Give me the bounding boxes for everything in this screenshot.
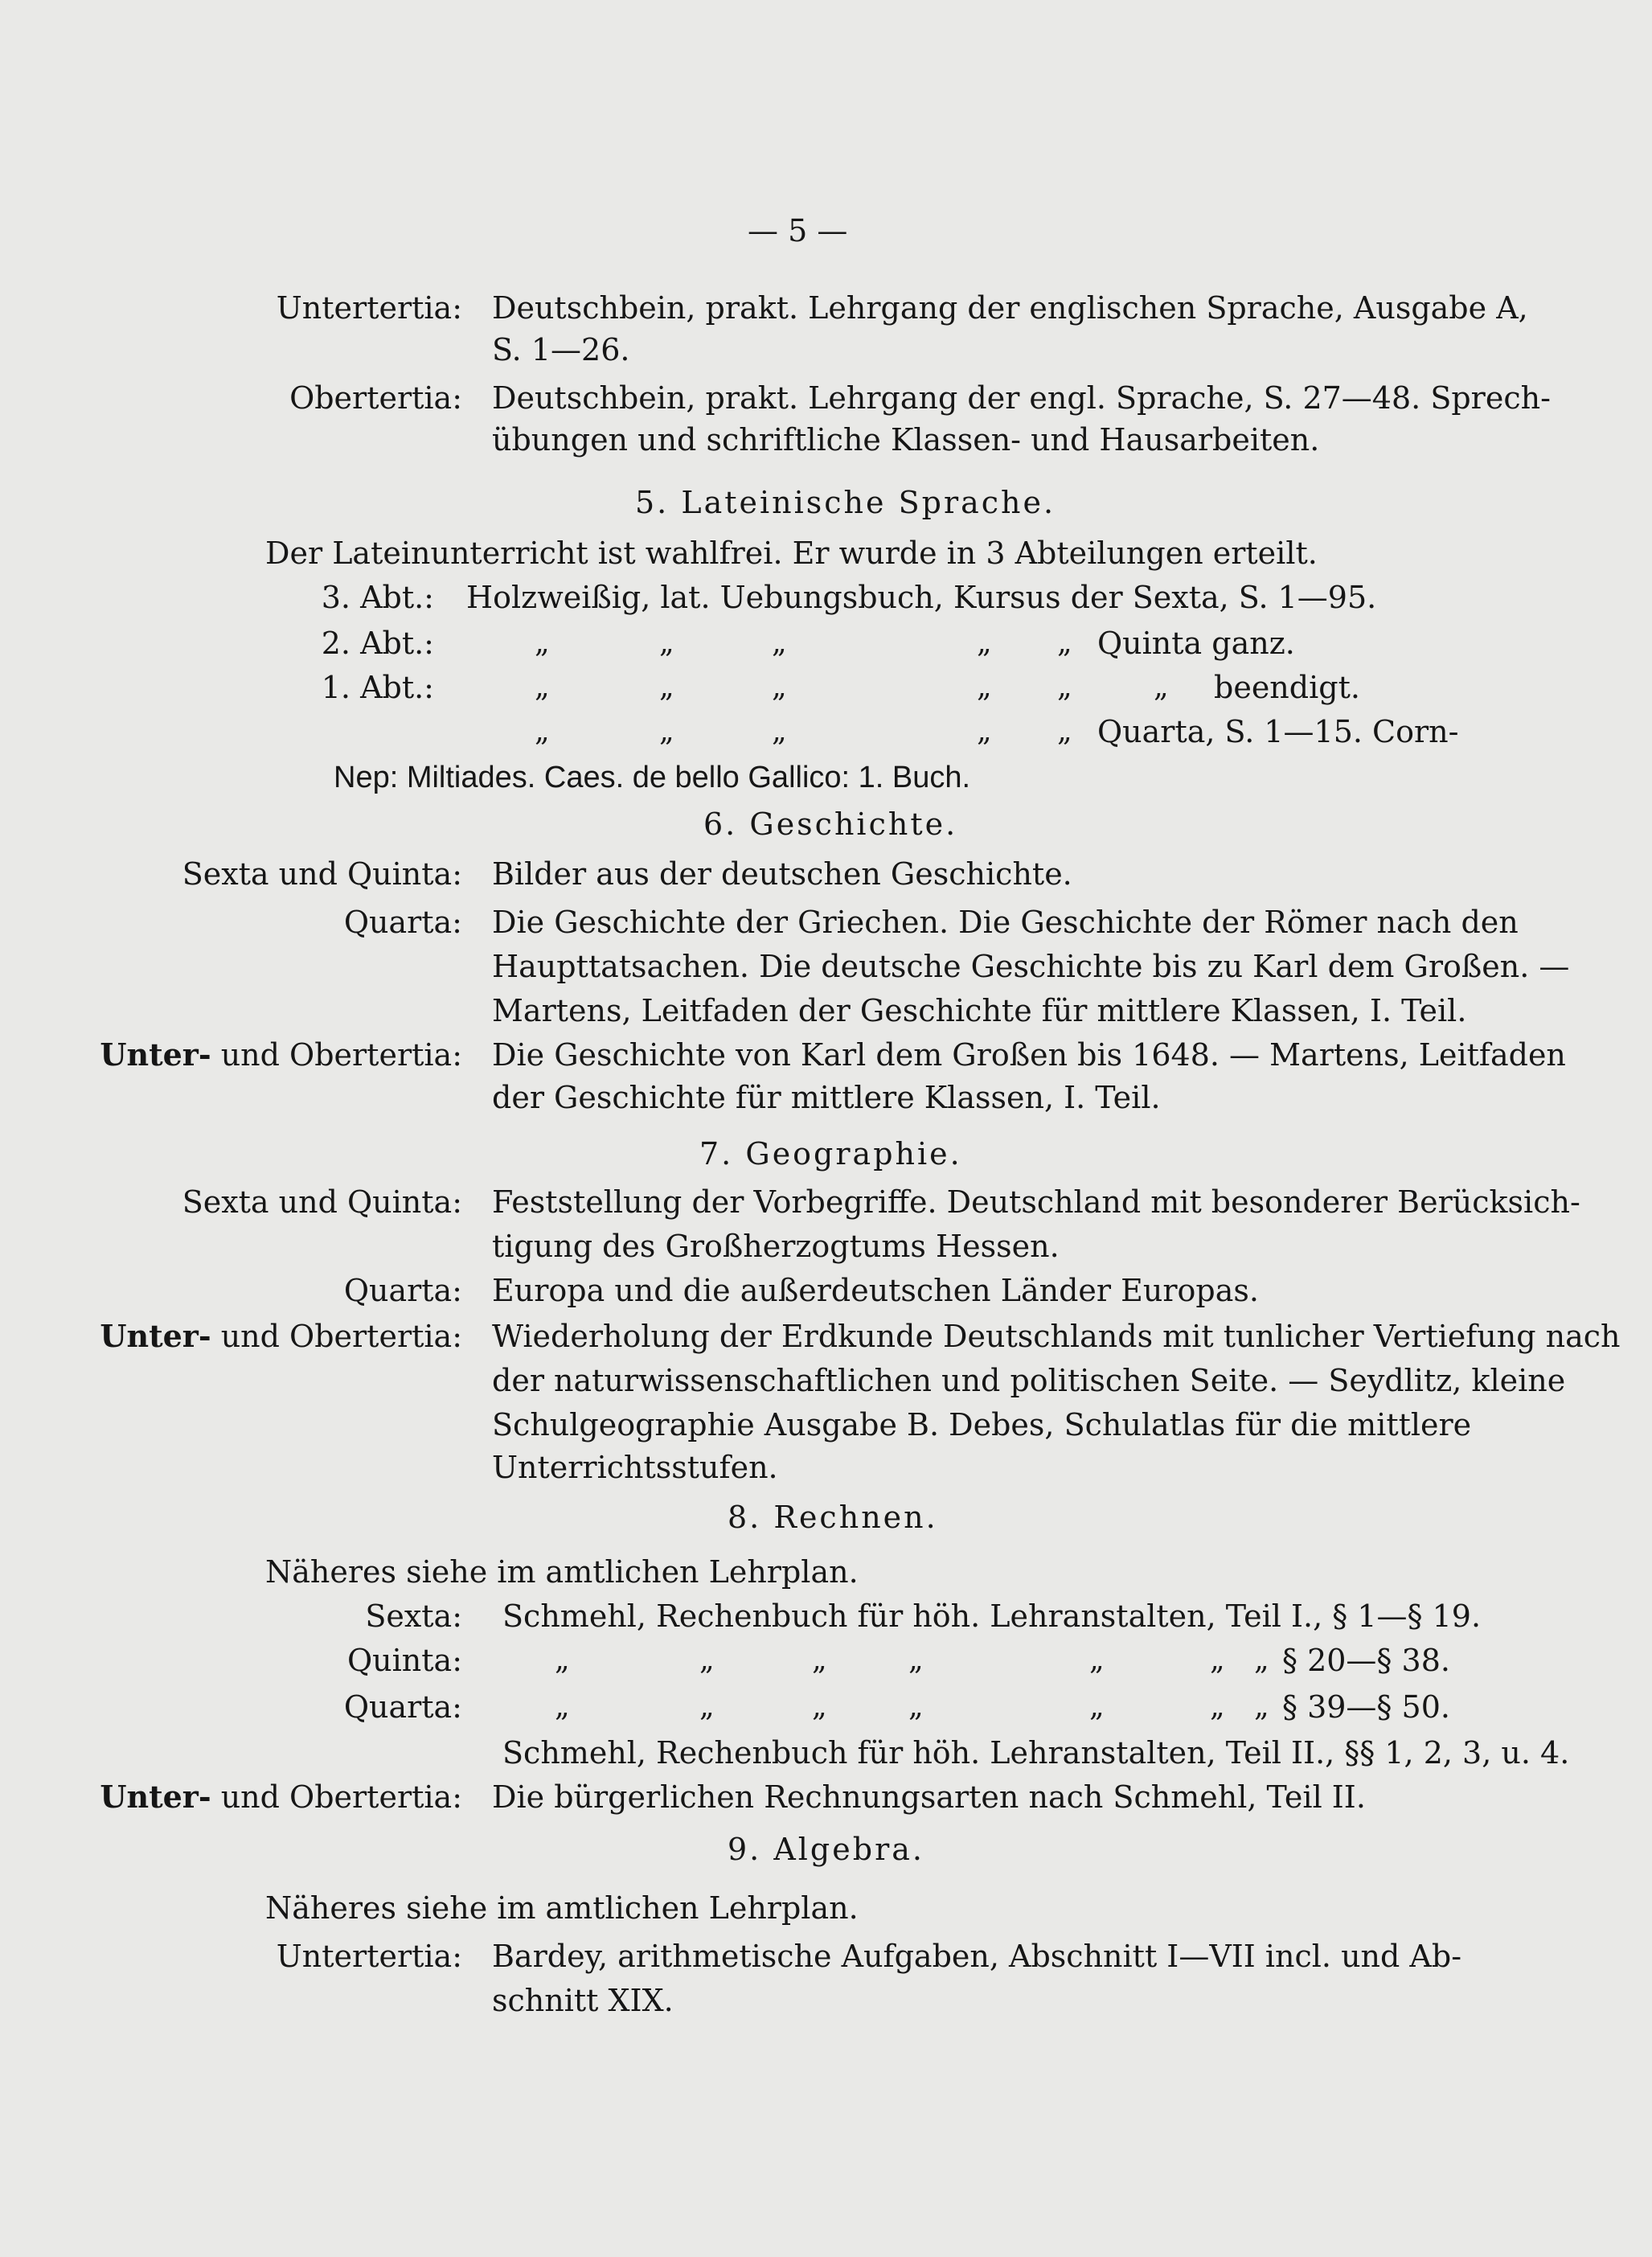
ditto-mark: „	[977, 626, 992, 659]
english-untertertia-line2: S. 1—26.	[492, 332, 630, 367]
ditto-mark: „	[1210, 1690, 1225, 1723]
rechnen-quinta-text: § 20—§ 38.	[1282, 1643, 1450, 1678]
label-quarta-geschichte: Quarta:	[343, 905, 462, 940]
ditto-mark: „	[659, 671, 674, 704]
label-untertertia-algebra: Untertertia:	[276, 1939, 462, 1974]
geographie-sexta-quinta-line1: Feststellung der Vorbegriffe. Deutschland mit besonderer Berücksich-	[492, 1184, 1580, 1220]
ditto-mark: „	[977, 715, 992, 748]
geschichte-unter-ober-line1: Die Geschichte von Karl dem Großen bis 1648. — Martens, Leitfaden	[492, 1037, 1566, 1073]
ditto-mark: „	[772, 715, 787, 748]
label-quarta-rechnen: Quarta:	[343, 1689, 462, 1725]
geschichte-quarta-line1: Die Geschichte der Griechen. Die Geschichte der Römer nach den	[492, 905, 1519, 940]
ditto-mark: „	[812, 1690, 827, 1723]
label-bold-part: Unter-	[100, 1779, 211, 1815]
geographie-unter-ober-line3: Schulgeographie Ausgabe B. Debes, Schulatlas für die mittlere	[492, 1407, 1472, 1442]
label-rest-part: und Obertertia:	[220, 1319, 462, 1354]
heading-geographie: 7. Geographie.	[699, 1136, 962, 1172]
geschichte-quarta-line2: Haupttatsachen. Die deutsche Geschichte bis zu Karl dem Großen. —	[492, 949, 1570, 984]
ditto-mark: „	[1057, 671, 1072, 704]
ditto-mark: „	[535, 626, 550, 659]
label-bold-part: Unter-	[100, 1318, 211, 1354]
ditto-mark: „	[1089, 1690, 1105, 1723]
page-number: — 5 —	[748, 213, 848, 248]
heading-latin: 5. Lateinische Sprache.	[635, 485, 1056, 520]
rechnen-unter-ober-text: Die bürgerlichen Rechnungsarten nach Schmehl, Teil II.	[492, 1779, 1366, 1815]
ditto-mark: „	[1089, 1644, 1105, 1676]
ditto-mark: „	[555, 1644, 570, 1676]
ditto-mark: „	[772, 671, 787, 704]
geographie-quarta-text: Europa und die außerdeutschen Länder Europas.	[492, 1273, 1259, 1308]
geographie-unter-ober-line2: der naturwissenschaftlichen und politischen Seite. — Seydlitz, kleine	[492, 1363, 1566, 1398]
latin-abt2-text: Quinta ganz.	[1097, 626, 1295, 661]
ditto-mark: „	[659, 715, 674, 748]
label-sexta-quinta-geographie: Sexta und Quinta:	[182, 1184, 462, 1220]
rechnen-tertia-line: Schmehl, Rechenbuch für höh. Lehranstalten, Teil II., §§ 1, 2, 3, u. 4.	[502, 1735, 1570, 1771]
latin-abt1-text: beendigt.	[1214, 670, 1360, 705]
label-untertertia-english: Untertertia:	[276, 290, 462, 326]
ditto-mark: „	[908, 1690, 924, 1723]
ditto-mark: „	[1057, 715, 1072, 748]
label-rest-part: und Obertertia:	[220, 1779, 462, 1815]
ditto-mark: „	[555, 1690, 570, 1723]
ditto-mark: „	[659, 626, 674, 659]
label-unter-obertertia-rechnen	[80, 1777, 462, 1817]
geschichte-sexta-quinta-text: Bilder aus der deutschen Geschichte.	[492, 856, 1072, 892]
ditto-mark: „	[1254, 1644, 1269, 1676]
heading-rechnen: 8. Rechnen.	[728, 1500, 938, 1535]
ditto-mark: „	[535, 715, 550, 748]
geschichte-quarta-line3: Martens, Leitfaden der Geschichte für mittlere Klassen, I. Teil.	[492, 993, 1467, 1028]
ditto-mark: „	[977, 671, 992, 704]
label-abt2: 2. Abt.:	[321, 626, 434, 661]
rechnen-sexta-text: Schmehl, Rechenbuch für höh. Lehranstalten, Teil I., § 1—§ 19.	[502, 1598, 1482, 1634]
english-obertertia-line1: Deutschbein, prakt. Lehrgang der engl. Sprache, S. 27—48. Sprech-	[492, 380, 1551, 416]
geographie-sexta-quinta-line2: tigung des Großherzogtums Hessen.	[492, 1229, 1060, 1264]
label-quarta-geographie: Quarta:	[343, 1273, 462, 1308]
label-quinta-rechnen: Quinta:	[347, 1643, 462, 1678]
label-rest-part: und Obertertia:	[220, 1037, 462, 1073]
ditto-mark: „	[908, 1644, 924, 1676]
latin-intro: Der Lateinunterricht ist wahlfrei. Er wurde in 3 Abteilungen erteilt.	[265, 536, 1318, 571]
label-unter-obertertia-geschichte	[80, 1035, 462, 1075]
latin-abt3-text: Holzweißig, lat. Uebungsbuch, Kursus der Sexta, S. 1—95.	[466, 580, 1377, 615]
ditto-mark: „	[1057, 626, 1072, 659]
geschichte-unter-ober-line2: der Geschichte für mittlere Klassen, I. Teil.	[492, 1080, 1161, 1115]
algebra-intro: Näheres siehe im amtlichen Lehrplan.	[265, 1890, 859, 1926]
label-bold-part: Unter-	[100, 1036, 211, 1073]
ditto-mark: „	[772, 626, 787, 659]
label-sexta-quinta-geschichte: Sexta und Quinta:	[182, 856, 462, 892]
latin-quarta-line: Quarta, S. 1—15. Corn-	[1097, 714, 1459, 749]
heading-geschichte: 6. Geschichte.	[703, 806, 958, 842]
ditto-mark: „	[1154, 671, 1169, 704]
label-abt1: 1. Abt.:	[321, 670, 434, 705]
ditto-mark: „	[699, 1644, 715, 1676]
label-obertertia-english: Obertertia:	[289, 380, 462, 416]
latin-nep-line: Nep: Miltiades. Caes. de bello Gallico: 1. Buch.	[334, 761, 971, 794]
heading-algebra: 9. Algebra.	[728, 1832, 924, 1867]
english-untertertia-line1: Deutschbein, prakt. Lehrgang der englischen Sprache, Ausgabe A,	[492, 290, 1528, 326]
ditto-mark: „	[1254, 1690, 1269, 1723]
label-unter-obertertia-geographie	[80, 1316, 462, 1356]
ditto-mark: „	[699, 1690, 715, 1723]
english-obertertia-line2: übungen und schriftliche Klassen- und Hausarbeiten.	[492, 422, 1320, 458]
ditto-mark: „	[535, 671, 550, 704]
geographie-unter-ober-line1: Wiederholung der Erdkunde Deutschlands mit tunlicher Vertiefung nach	[492, 1319, 1621, 1354]
algebra-untertertia-line2: schnitt XIX.	[492, 1983, 674, 2018]
algebra-untertertia-line1: Bardey, arithmetische Aufgaben, Abschnitt I—VII incl. und Ab-	[492, 1939, 1462, 1974]
rechnen-quarta-text: § 39—§ 50.	[1282, 1689, 1450, 1725]
geographie-unter-ober-line4: Unterrichtsstufen.	[492, 1450, 778, 1485]
ditto-mark: „	[1210, 1644, 1225, 1676]
label-sexta-rechnen: Sexta:	[365, 1598, 462, 1634]
label-abt3: 3. Abt.:	[321, 580, 434, 615]
rechnen-intro: Näheres siehe im amtlichen Lehrplan.	[265, 1554, 859, 1590]
ditto-mark: „	[812, 1644, 827, 1676]
